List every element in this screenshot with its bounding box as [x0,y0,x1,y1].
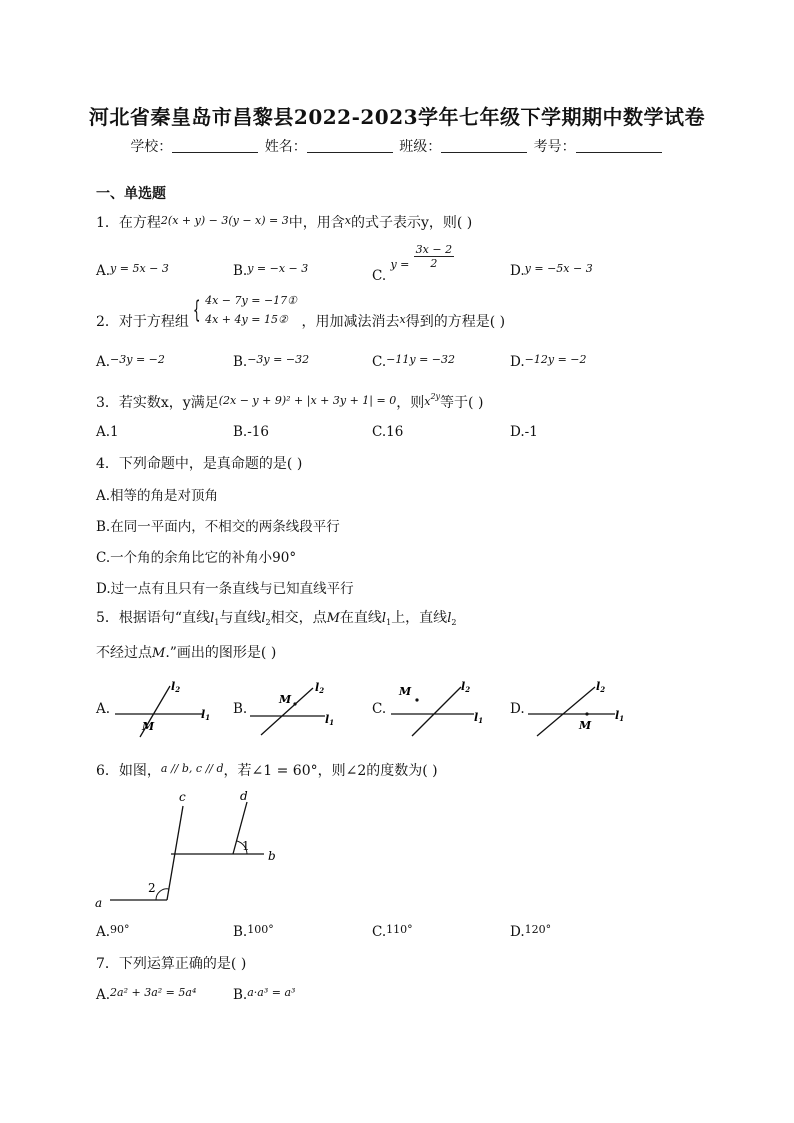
exam-title: 河北省秦皇岛市昌黎县2022-2023学年七年级下学期期中数学试卷 [88,105,706,129]
question-5-stem-line1 [96,607,456,627]
question-5-stem-line2 [96,642,276,662]
line-l2 [412,687,461,736]
option-expr: −3y = −32 [247,353,310,366]
label-angle-2: 2 [148,881,156,895]
exam-number-label: 考号： [533,139,576,155]
label-l2: l2 [596,680,606,694]
q6-option-d[interactable] [510,923,551,940]
q5-figure-a[interactable] [112,678,217,738]
option-label: C. [372,268,387,284]
question-3-stem [96,392,483,412]
l1-subscript: 1 [214,618,220,627]
q1-option-a[interactable] [96,262,169,279]
option-expr: −3y = −2 [110,353,165,366]
fraction-denominator: 2 [430,257,438,270]
label-l1: l1 [325,713,335,727]
option-label: A. [96,987,111,1003]
class-blank [441,138,527,153]
q5-text-a: 5．根据语句“直线 [96,610,211,626]
label-m: M [279,693,292,706]
label-l2: l2 [171,680,181,694]
q2-text-pre: 2．对于方程组 [96,314,189,330]
q5-option-d-label[interactable]: D. [510,701,525,717]
q1-equation: 2(x + y) − 3(y − x) = 3 [160,214,289,227]
label-m: M [399,685,412,698]
option-expr-lhs: y = [390,258,410,271]
q2-variable: x [399,313,406,326]
option-expr: 90° [110,923,130,936]
option-expr: a·a³ = a³ [247,986,296,999]
q6-option-b[interactable] [233,923,274,940]
option-label: A. [96,263,111,279]
q6-text-pre: 6．如图， [96,763,161,779]
fraction-numerator: 3x − 2 [415,243,453,256]
q3-text-post: 等于( ) [440,395,484,411]
option-label: B. [233,263,248,279]
label-l2: l2 [315,681,325,695]
label-m: M [142,720,155,733]
option-label: A. [96,924,111,940]
q6-text-mid: ，若∠1 = 60°，则∠2的度数为( ) [223,763,438,779]
question-2-stem [96,291,505,331]
q1-variable: x [344,214,351,227]
point-m [415,698,418,701]
label-l1: l1 [474,711,484,725]
q6-figure [92,786,292,911]
class-label: 班级： [399,139,442,155]
l1-symbol: l [381,611,387,626]
option-expr: 100° [247,923,274,936]
section-heading: 一、单选题 [96,186,166,202]
q5-text-c: 相交，点 [270,610,327,626]
label-b: b [268,849,276,863]
l2-symbol: l [447,611,452,626]
brace: { [193,296,201,324]
option-expr: y = −5x − 3 [524,262,593,275]
q4-option-b[interactable]: B.在同一平面内，不相交的两条线段平行 [96,519,340,535]
option-expr: −12y = −2 [524,353,587,366]
q5-figure-c[interactable] [388,677,493,739]
line-c [167,806,183,900]
fraction [414,243,454,270]
option-label: D. [510,354,525,370]
q3-text-pre: 3．若实数x，y满足 [96,395,219,411]
q5-text-e: 上，直线 [391,610,448,626]
q7-option-b[interactable] [233,986,295,1003]
school-blank [172,138,258,153]
q5-text-d: 在直线 [339,610,382,626]
exam-number-blank [576,138,662,153]
student-info-row [0,136,794,156]
q2-option-a[interactable] [96,353,165,370]
option-label: C. [372,354,387,370]
l1-symbol: l [210,611,215,626]
question-1-stem [96,212,472,232]
point-m-symbol: M [152,646,166,661]
q1-text-post: 的式子表示y，则( ) [350,215,473,231]
q4-option-a[interactable]: A.相等的角是对顶角 [96,488,219,504]
q6-option-a[interactable] [96,923,130,940]
option-expr: y = 5x − 3 [110,262,169,275]
option-expr: 120° [524,923,552,936]
label-l2: l2 [461,680,471,694]
option-label: D. [510,924,525,940]
q1-option-c[interactable] [372,243,454,284]
q3-text-mid: ，则 [396,395,425,411]
option-label: B. [233,987,248,1003]
q5-text-g: .”画出的图形是( ) [165,645,277,661]
q5-text-b: 与直线 [219,610,262,626]
question-4-stem: 4．下列命题中，是真命题的是( ) [96,456,303,472]
q6-condition: a // b, c // d [160,762,224,775]
q1-option-d[interactable] [510,262,593,279]
point-m-symbol: M [326,611,340,626]
equation-2: 4x + 4y = 15② [205,313,288,326]
q3-power-exponent: 2y [430,392,441,401]
label-l1: l1 [201,708,211,722]
name-label: 姓名： [264,139,307,155]
label-c: c [179,790,186,804]
q4-option-c[interactable]: C.一个角的余角比它的补角小90° [96,550,297,566]
option-expr: 2a² + 3a² = 5a⁴ [110,986,197,999]
l2-symbol: l [261,611,266,626]
q5-figure-b[interactable] [247,678,342,738]
q6-option-c[interactable] [372,923,413,940]
q5-option-a-label[interactable]: A. [96,701,111,717]
q3-option-d[interactable]: D.-1 [510,424,538,440]
point-m [585,712,588,715]
q5-option-c-label[interactable]: C. [372,701,387,717]
option-label: B. [233,354,248,370]
q4-option-d[interactable]: D.过一点有且只有一条直线与已知直线平行 [96,581,354,597]
q3-power-base: x [424,395,431,408]
equation-system [205,291,297,329]
q1-option-b[interactable] [233,262,308,279]
option-label: B. [233,924,248,940]
q5-option-b-label[interactable]: B. [233,701,248,717]
equation-1: 4x − 7y = −17① [205,294,298,307]
question-7-stem: 7．下列运算正确的是( ) [96,956,247,972]
q3-option-a[interactable]: A.1 [96,424,119,440]
q3-option-c[interactable]: C.16 [372,424,404,440]
option-label: D. [510,263,525,279]
label-l1: l1 [615,709,625,723]
q3-equation: (2x − y + 9)² + |x + 3y + 1| = 0 [218,394,397,407]
q2-option-d[interactable] [510,353,587,370]
q3-option-b[interactable]: B.-16 [233,424,269,440]
q7-option-a[interactable] [96,986,196,1003]
l2-subscript: 2 [451,618,457,627]
l1-subscript: 1 [386,618,392,627]
q2-text-post: 得到的方程是( ) [405,314,506,330]
q2-option-b[interactable] [233,353,309,370]
q2-text-mid: ，用加减法消去 [301,314,400,330]
q1-text-pre: 1．在方程 [96,215,161,231]
school-label: 学校： [130,139,173,155]
point-m [293,702,296,705]
label-d: d [240,789,248,803]
q5-figure-d[interactable] [525,677,635,739]
q2-option-c[interactable] [372,353,455,370]
label-a: a [95,896,103,910]
label-angle-1: 1 [242,839,250,853]
name-blank [307,138,393,153]
label-m: M [579,719,592,732]
q5-text-f: 不经过点 [96,645,152,661]
l2-subscript: 2 [265,618,271,627]
option-expr: 110° [386,923,413,936]
option-label: C. [372,924,387,940]
question-6-stem [96,760,438,780]
option-label: A. [96,354,111,370]
option-expr: y = −x − 3 [247,262,309,275]
option-expr: −11y = −32 [386,353,455,366]
q1-text-mid: 中，用含 [288,215,345,231]
